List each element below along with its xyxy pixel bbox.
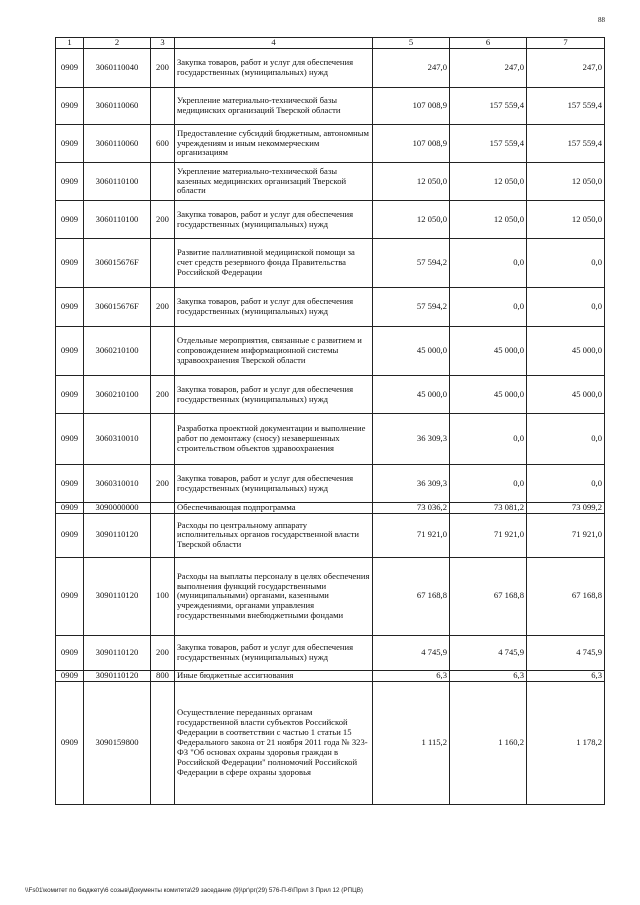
column-header: 6 [450, 38, 527, 49]
column-header: 4 [175, 38, 373, 49]
item-name-cell: Развитие паллиативной медицинской помощи за счет средств резервного фонда Правительства Российской Федерации [175, 239, 373, 288]
table-row [56, 125, 605, 163]
amount-year1-cell: 71 921,0 [373, 513, 450, 557]
amount-year1-cell: 107 008,9 [373, 125, 450, 163]
item-name-cell: Закупка товаров, работ и услуг для обеспечения государственных (муниципальных) нужд [175, 635, 373, 670]
table-row [56, 670, 605, 681]
section-code-cell: 0909 [56, 557, 84, 635]
table-row [56, 201, 605, 239]
item-name-cell: Разработка проектной документации и выполнение работ по демонтажу (сносу) незавершенных строительством объектов здравоохранения [175, 414, 373, 465]
expense-type-code-cell: 100 [151, 557, 175, 635]
table-row [56, 465, 605, 503]
column-header: 5 [373, 38, 450, 49]
section-code-cell: 0909 [56, 414, 84, 465]
table-row [56, 503, 605, 514]
amount-year2-cell: 247,0 [450, 49, 527, 88]
target-article-code-cell: 3090159800 [84, 681, 151, 804]
amount-year3-cell: 0,0 [527, 239, 605, 288]
amount-year3-cell: 12 050,0 [527, 163, 605, 201]
expense-type-code-cell: 200 [151, 201, 175, 239]
expense-type-code-cell: 200 [151, 465, 175, 503]
expense-type-code-cell: 200 [151, 288, 175, 327]
amount-year2-cell: 157 559,4 [450, 125, 527, 163]
amount-year2-cell: 12 050,0 [450, 163, 527, 201]
table-row [56, 635, 605, 670]
amount-year1-cell: 73 036,2 [373, 503, 450, 514]
section-code-cell: 0909 [56, 88, 84, 125]
section-code-cell: 0909 [56, 465, 84, 503]
amount-year1-cell: 45 000,0 [373, 327, 450, 376]
amount-year3-cell: 157 559,4 [527, 125, 605, 163]
expense-type-code-cell: 200 [151, 49, 175, 88]
item-name-cell: Обеспечивающая подпрограмма [175, 503, 373, 514]
expense-type-code-cell [151, 503, 175, 514]
table-row [56, 327, 605, 376]
expense-type-code-cell [151, 239, 175, 288]
amount-year1-cell: 6,3 [373, 670, 450, 681]
table-row [56, 163, 605, 201]
target-article-code-cell: 3060210100 [84, 376, 151, 414]
item-name-cell: Расходы на выплаты персоналу в целях обеспечения выполнения функций государственными (муниципальными) органами, казенными учреждениями, органами управления государственными внебюджетными фондами [175, 557, 373, 635]
amount-year2-cell: 0,0 [450, 288, 527, 327]
expense-type-code-cell: 200 [151, 376, 175, 414]
item-name-cell: Закупка товаров, работ и услуг для обеспечения государственных (муниципальных) нужд [175, 201, 373, 239]
column-header: 7 [527, 38, 605, 49]
amount-year1-cell: 57 594,2 [373, 239, 450, 288]
amount-year2-cell: 71 921,0 [450, 513, 527, 557]
expense-type-code-cell [151, 88, 175, 125]
amount-year3-cell: 157 559,4 [527, 88, 605, 125]
section-code-cell: 0909 [56, 49, 84, 88]
expense-type-code-cell: 200 [151, 635, 175, 670]
amount-year1-cell: 36 309,3 [373, 414, 450, 465]
section-code-cell: 0909 [56, 288, 84, 327]
item-name-cell: Укрепление материально-технической базы казенных медицинских организаций Тверской области [175, 163, 373, 201]
item-name-cell: Расходы по центральному аппарату исполнительных органов государственной власти Тверской области [175, 513, 373, 557]
item-name-cell: Укрепление материально-технической базы медицинских организаций Тверской области [175, 88, 373, 125]
column-header: 1 [56, 38, 84, 49]
item-name-cell: Иные бюджетные ассигнования [175, 670, 373, 681]
amount-year2-cell: 4 745,9 [450, 635, 527, 670]
item-name-cell: Предоставление субсидий бюджетным, автономным учреждениям и иным некоммерческим организациям [175, 125, 373, 163]
amount-year2-cell: 0,0 [450, 239, 527, 288]
amount-year3-cell: 0,0 [527, 288, 605, 327]
amount-year2-cell: 6,3 [450, 670, 527, 681]
target-article-code-cell: 3060110100 [84, 163, 151, 201]
amount-year3-cell: 0,0 [527, 465, 605, 503]
target-article-code-cell: 3060210100 [84, 327, 151, 376]
amount-year1-cell: 12 050,0 [373, 163, 450, 201]
amount-year3-cell: 0,0 [527, 414, 605, 465]
target-article-code-cell: 3060110060 [84, 125, 151, 163]
expense-type-code-cell: 800 [151, 670, 175, 681]
target-article-code-cell: 306015676F [84, 239, 151, 288]
target-article-code-cell: 3090110120 [84, 557, 151, 635]
target-article-code-cell: 3090110120 [84, 670, 151, 681]
file-path-footer: \\Fs01\комитет по бюджету\6 созыв\Документы комитета\29 заседание (9)\рг\рг(29) 576-П-6\Прил 3 Прил 12 (РПЦВ) [25, 887, 364, 894]
amount-year2-cell: 157 559,4 [450, 88, 527, 125]
table-row [56, 49, 605, 88]
amount-year2-cell: 45 000,0 [450, 327, 527, 376]
amount-year1-cell: 247,0 [373, 49, 450, 88]
amount-year3-cell: 6,3 [527, 670, 605, 681]
expense-type-code-cell [151, 414, 175, 465]
expense-type-code-cell [151, 163, 175, 201]
table-row [56, 414, 605, 465]
amount-year2-cell: 45 000,0 [450, 376, 527, 414]
target-article-code-cell: 306015676F [84, 288, 151, 327]
expense-type-code-cell [151, 513, 175, 557]
item-name-cell: Закупка товаров, работ и услуг для обеспечения государственных (муниципальных) нужд [175, 465, 373, 503]
page-number: 88 [598, 16, 605, 24]
section-code-cell: 0909 [56, 513, 84, 557]
table-row [56, 239, 605, 288]
amount-year1-cell: 67 168,8 [373, 557, 450, 635]
amount-year3-cell: 71 921,0 [527, 513, 605, 557]
amount-year3-cell: 45 000,0 [527, 327, 605, 376]
amount-year3-cell: 4 745,9 [527, 635, 605, 670]
amount-year3-cell: 67 168,8 [527, 557, 605, 635]
expense-type-code-cell [151, 327, 175, 376]
amount-year1-cell: 12 050,0 [373, 201, 450, 239]
target-article-code-cell: 3090110120 [84, 635, 151, 670]
amount-year2-cell: 0,0 [450, 414, 527, 465]
table-row [56, 376, 605, 414]
section-code-cell: 0909 [56, 125, 84, 163]
amount-year1-cell: 1 115,2 [373, 681, 450, 804]
target-article-code-cell: 3060310010 [84, 414, 151, 465]
amount-year1-cell: 107 008,9 [373, 88, 450, 125]
table-row [56, 288, 605, 327]
table-row [56, 88, 605, 125]
target-article-code-cell: 3060110060 [84, 88, 151, 125]
amount-year3-cell: 1 178,2 [527, 681, 605, 804]
section-code-cell: 0909 [56, 503, 84, 514]
amount-year3-cell: 12 050,0 [527, 201, 605, 239]
section-code-cell: 0909 [56, 670, 84, 681]
amount-year2-cell: 73 081,2 [450, 503, 527, 514]
section-code-cell: 0909 [56, 635, 84, 670]
target-article-code-cell: 3090110120 [84, 513, 151, 557]
table-row [56, 681, 605, 804]
target-article-code-cell: 3060110100 [84, 201, 151, 239]
section-code-cell: 0909 [56, 201, 84, 239]
amount-year2-cell: 12 050,0 [450, 201, 527, 239]
item-name-cell: Закупка товаров, работ и услуг для обеспечения государственных (муниципальных) нужд [175, 376, 373, 414]
amount-year2-cell: 67 168,8 [450, 557, 527, 635]
amount-year3-cell: 247,0 [527, 49, 605, 88]
amount-year1-cell: 36 309,3 [373, 465, 450, 503]
target-article-code-cell: 3060310010 [84, 465, 151, 503]
table-row [56, 513, 605, 557]
amount-year2-cell: 0,0 [450, 465, 527, 503]
item-name-cell: Закупка товаров, работ и услуг для обеспечения государственных (муниципальных) нужд [175, 288, 373, 327]
amount-year3-cell: 73 099,2 [527, 503, 605, 514]
column-header: 3 [151, 38, 175, 49]
column-header: 2 [84, 38, 151, 49]
target-article-code-cell: 3090000000 [84, 503, 151, 514]
item-name-cell: Отдельные мероприятия, связанные с развитием и сопровождением информационной системы здравоохранения Тверской области [175, 327, 373, 376]
table-row [56, 557, 605, 635]
amount-year2-cell: 1 160,2 [450, 681, 527, 804]
section-code-cell: 0909 [56, 327, 84, 376]
amount-year3-cell: 45 000,0 [527, 376, 605, 414]
target-article-code-cell: 3060110040 [84, 49, 151, 88]
expense-type-code-cell [151, 681, 175, 804]
amount-year1-cell: 57 594,2 [373, 288, 450, 327]
expense-type-code-cell: 600 [151, 125, 175, 163]
section-code-cell: 0909 [56, 681, 84, 804]
section-code-cell: 0909 [56, 239, 84, 288]
item-name-cell: Закупка товаров, работ и услуг для обеспечения государственных (муниципальных) нужд [175, 49, 373, 88]
item-name-cell: Осуществление переданных органам государственной власти субъектов Российской Федерации в соответствии с частью 1 статьи 15 Федерального закона от 21 ноября 2011 года № 323-ФЗ "Об основах охраны здоровья граждан в Российской Федерации" полномочий Российской Федерации в сфере охраны здоровья [175, 681, 373, 804]
amount-year1-cell: 4 745,9 [373, 635, 450, 670]
section-code-cell: 0909 [56, 163, 84, 201]
amount-year1-cell: 45 000,0 [373, 376, 450, 414]
table-header-row [56, 38, 605, 49]
budget-table [55, 37, 605, 805]
section-code-cell: 0909 [56, 376, 84, 414]
